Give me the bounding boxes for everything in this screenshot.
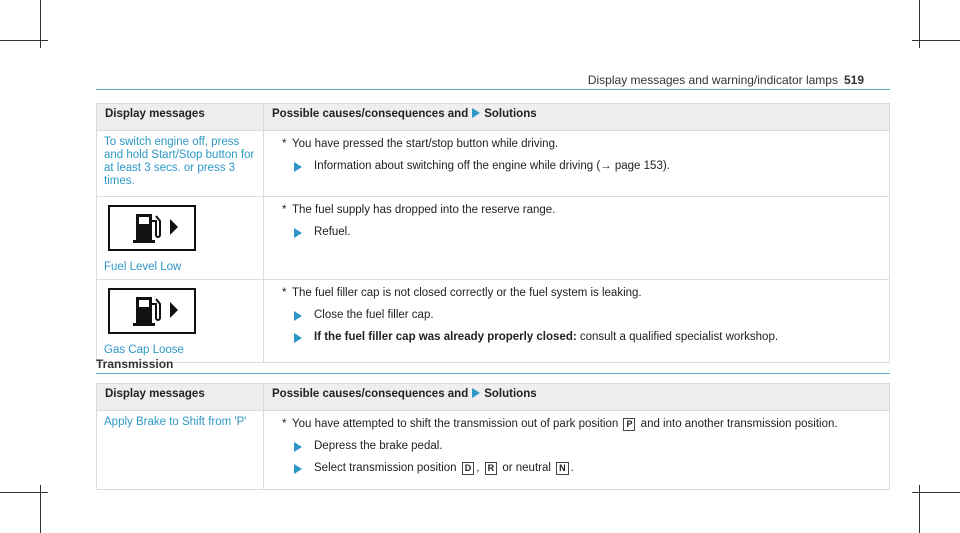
gear-n-icon: N: [556, 462, 569, 475]
table-row: [97, 197, 890, 280]
step-condition: If the fuel filler cap was already properly closed:: [314, 331, 577, 343]
table-header-row: [97, 104, 890, 131]
col-header-messages: Display messages: [97, 384, 264, 411]
table-row: [97, 131, 890, 197]
arrow-icon: [294, 333, 302, 343]
display-message: Fuel Level Low: [104, 261, 182, 273]
step-text: consult a qualified specialist workshop.: [576, 331, 779, 343]
arrow-icon: [294, 464, 302, 474]
page-number: 519: [843, 73, 864, 87]
crop-mark: [0, 492, 48, 493]
arrow-icon: [472, 388, 480, 398]
display-message-cell: [97, 197, 264, 280]
solution-cell: * You have pressed the start/stop button while driving. Information about switching off the engine while driving (→ page 153).: [264, 131, 890, 197]
step-text: Close the fuel filler cap.: [314, 309, 434, 321]
transmission-table: [96, 383, 890, 490]
header-rule: [96, 89, 890, 90]
fuel-pump-icon: [108, 288, 196, 334]
arrow-icon: [294, 311, 302, 321]
col-header-messages: Display messages: [97, 104, 264, 131]
gear-r-icon: R: [485, 462, 498, 475]
gear-d-icon: D: [462, 462, 475, 475]
display-message: Gas Cap Loose: [104, 344, 184, 356]
table-row: [97, 411, 890, 490]
step-text: Depress the brake pedal.: [314, 440, 443, 452]
table-row: [97, 280, 890, 363]
cause-text: You have pressed the start/stop button while driving.: [292, 138, 559, 150]
crop-mark: [912, 492, 960, 493]
arrow-icon: [472, 108, 480, 118]
display-message: Apply Brake to Shift from 'P': [97, 411, 264, 490]
arrow-icon: [294, 162, 302, 172]
step-text: Information about switching off the engine while driving (→ page 153).: [314, 160, 670, 172]
step-text: Refuel.: [314, 226, 351, 238]
section-rule: [96, 373, 890, 374]
table-header-row: [97, 384, 890, 411]
gear-p-icon: P: [623, 418, 635, 431]
header-title: Display messages and warning/indicator lamps: [587, 73, 838, 87]
cause-text: The fuel filler cap is not closed correctly or the fuel system is leaking.: [292, 287, 642, 299]
crop-mark: [0, 40, 48, 41]
display-message-cell: [97, 280, 264, 363]
fuel-pump-icon: [108, 205, 196, 251]
col-header-causes: Possible causes/consequences and Solutions: [264, 104, 890, 131]
section-title: Transmission: [96, 357, 174, 371]
running-header: [588, 73, 864, 87]
crop-mark: [912, 40, 960, 41]
arrow-icon: [294, 228, 302, 238]
col-header-causes: Possible causes/consequences and Solutions: [264, 384, 890, 411]
display-messages-table: [96, 103, 890, 363]
cause-text: The fuel supply has dropped into the reserve range.: [292, 204, 556, 216]
solution-cell: * The fuel supply has dropped into the reserve range. Refuel.: [264, 197, 890, 280]
arrow-icon: [294, 442, 302, 452]
solution-cell: * The fuel filler cap is not closed correctly or the fuel system is leaking. Close the fuel filler cap. If the fuel filler cap was already properly closed: consult a qualified specialist workshop.: [264, 280, 890, 363]
display-message: To switch engine off, press and hold Start/Stop button for at least 3 secs. or press 3 times.: [97, 131, 264, 197]
solution-cell: * You have attempted to shift the transmission out of park position P and into another transmission position. Depress the brake pedal. Select transmission position D , R or neutral N .: [264, 411, 890, 490]
